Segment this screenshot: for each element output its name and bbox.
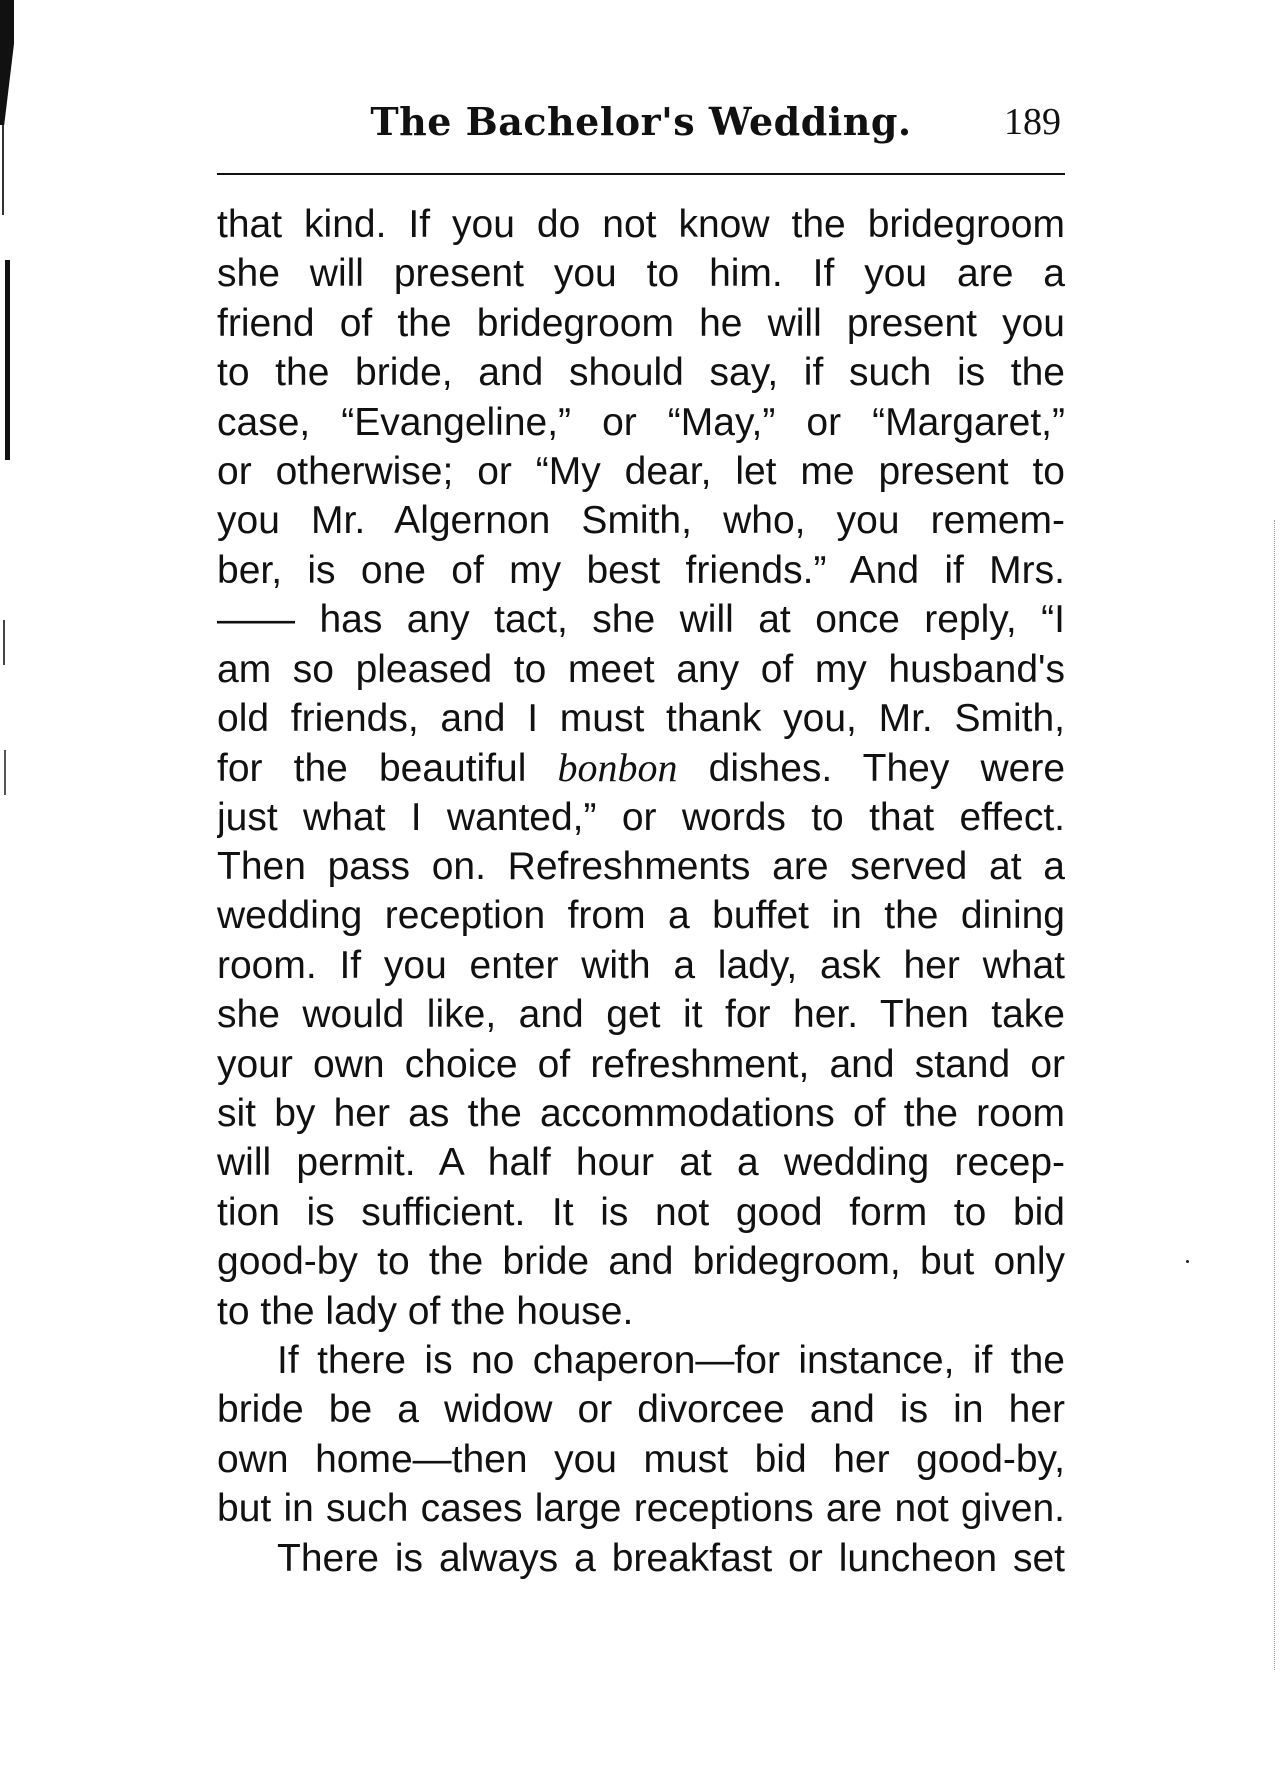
scan-edge-artifact [5,260,10,460]
running-head [217,92,1065,152]
text-line: There is always a breakfast or luncheon set [277,1536,1065,1580]
text-line: room. If you enter with a lady, ask her what [217,943,1065,987]
scan-edge-artifact [2,125,4,215]
text-line: will permit. A half hour at a wedding recep- [217,1141,1065,1185]
text-line: —— has any tact, she will at once reply, “I [217,598,1065,642]
text-line: sit by her as the accommodations of the room [217,1092,1065,1136]
text-line: wedding reception from a buffet in the dining [217,894,1065,938]
text-line: case, “Evangeline,” or “May,” or “Margaret,” [217,400,1065,444]
text-line: tion is sufficient. It is not good form to bid [217,1190,1065,1234]
text-line: your own choice of refreshment, and stand or [217,1042,1065,1086]
text-line: old friends, and I must thank you, Mr. Smith, [217,696,1065,740]
text-segment: dishes. They were [677,747,1065,791]
text-line: am so pleased to meet any of my husband's [217,647,1065,691]
text-segment: for the beautiful [217,747,558,791]
page-number: 189 [1004,101,1061,143]
text-line: Then pass on. Refreshments are served at a [217,845,1065,889]
text-line: she will present you to him. If you are a [217,252,1065,296]
text-line: good-by to the bride and bridegroom, but only [217,1240,1065,1284]
text-line: just what I wanted,” or words to that effect. [217,795,1065,839]
text-line: you Mr. Algernon Smith, who, you remem- [217,499,1065,543]
text-line: that kind. If you do not know the bridegroom [217,203,1065,246]
text-line: or otherwise; or “My dear, let me present to [217,449,1065,493]
text-line: but in such cases large receptions are not given. [217,1487,1065,1531]
italic-word: bonbon [557,745,678,791]
scan-edge-artifact [4,750,6,795]
scan-edge-artifact [1273,520,1275,1670]
scan-speck [1186,1260,1189,1263]
text-line [217,743,1065,792]
running-title: The Bachelor's Wedding. [370,99,912,144]
text-line: ber, is one of my best friends.” And if Mrs. [217,548,1065,592]
text-line: to the lady of the house. [217,1289,634,1333]
text-line: to the bride, and should say, if such is the [217,351,1065,395]
text-line: she would like, and get it for her. Then take [217,993,1065,1037]
scan-edge-artifact [0,0,14,125]
body-text [217,200,1065,1583]
text-line: friend of the bridegroom he will present you [217,301,1065,345]
text-line: bride be a widow or divorcee and is in her [217,1388,1065,1432]
text-line: own home—then you must bid her good-by, [217,1437,1065,1481]
scan-edge-artifact [3,620,5,665]
text-line: If there is no chaperon—for instance, if the [277,1338,1065,1382]
header-rule [217,173,1065,175]
